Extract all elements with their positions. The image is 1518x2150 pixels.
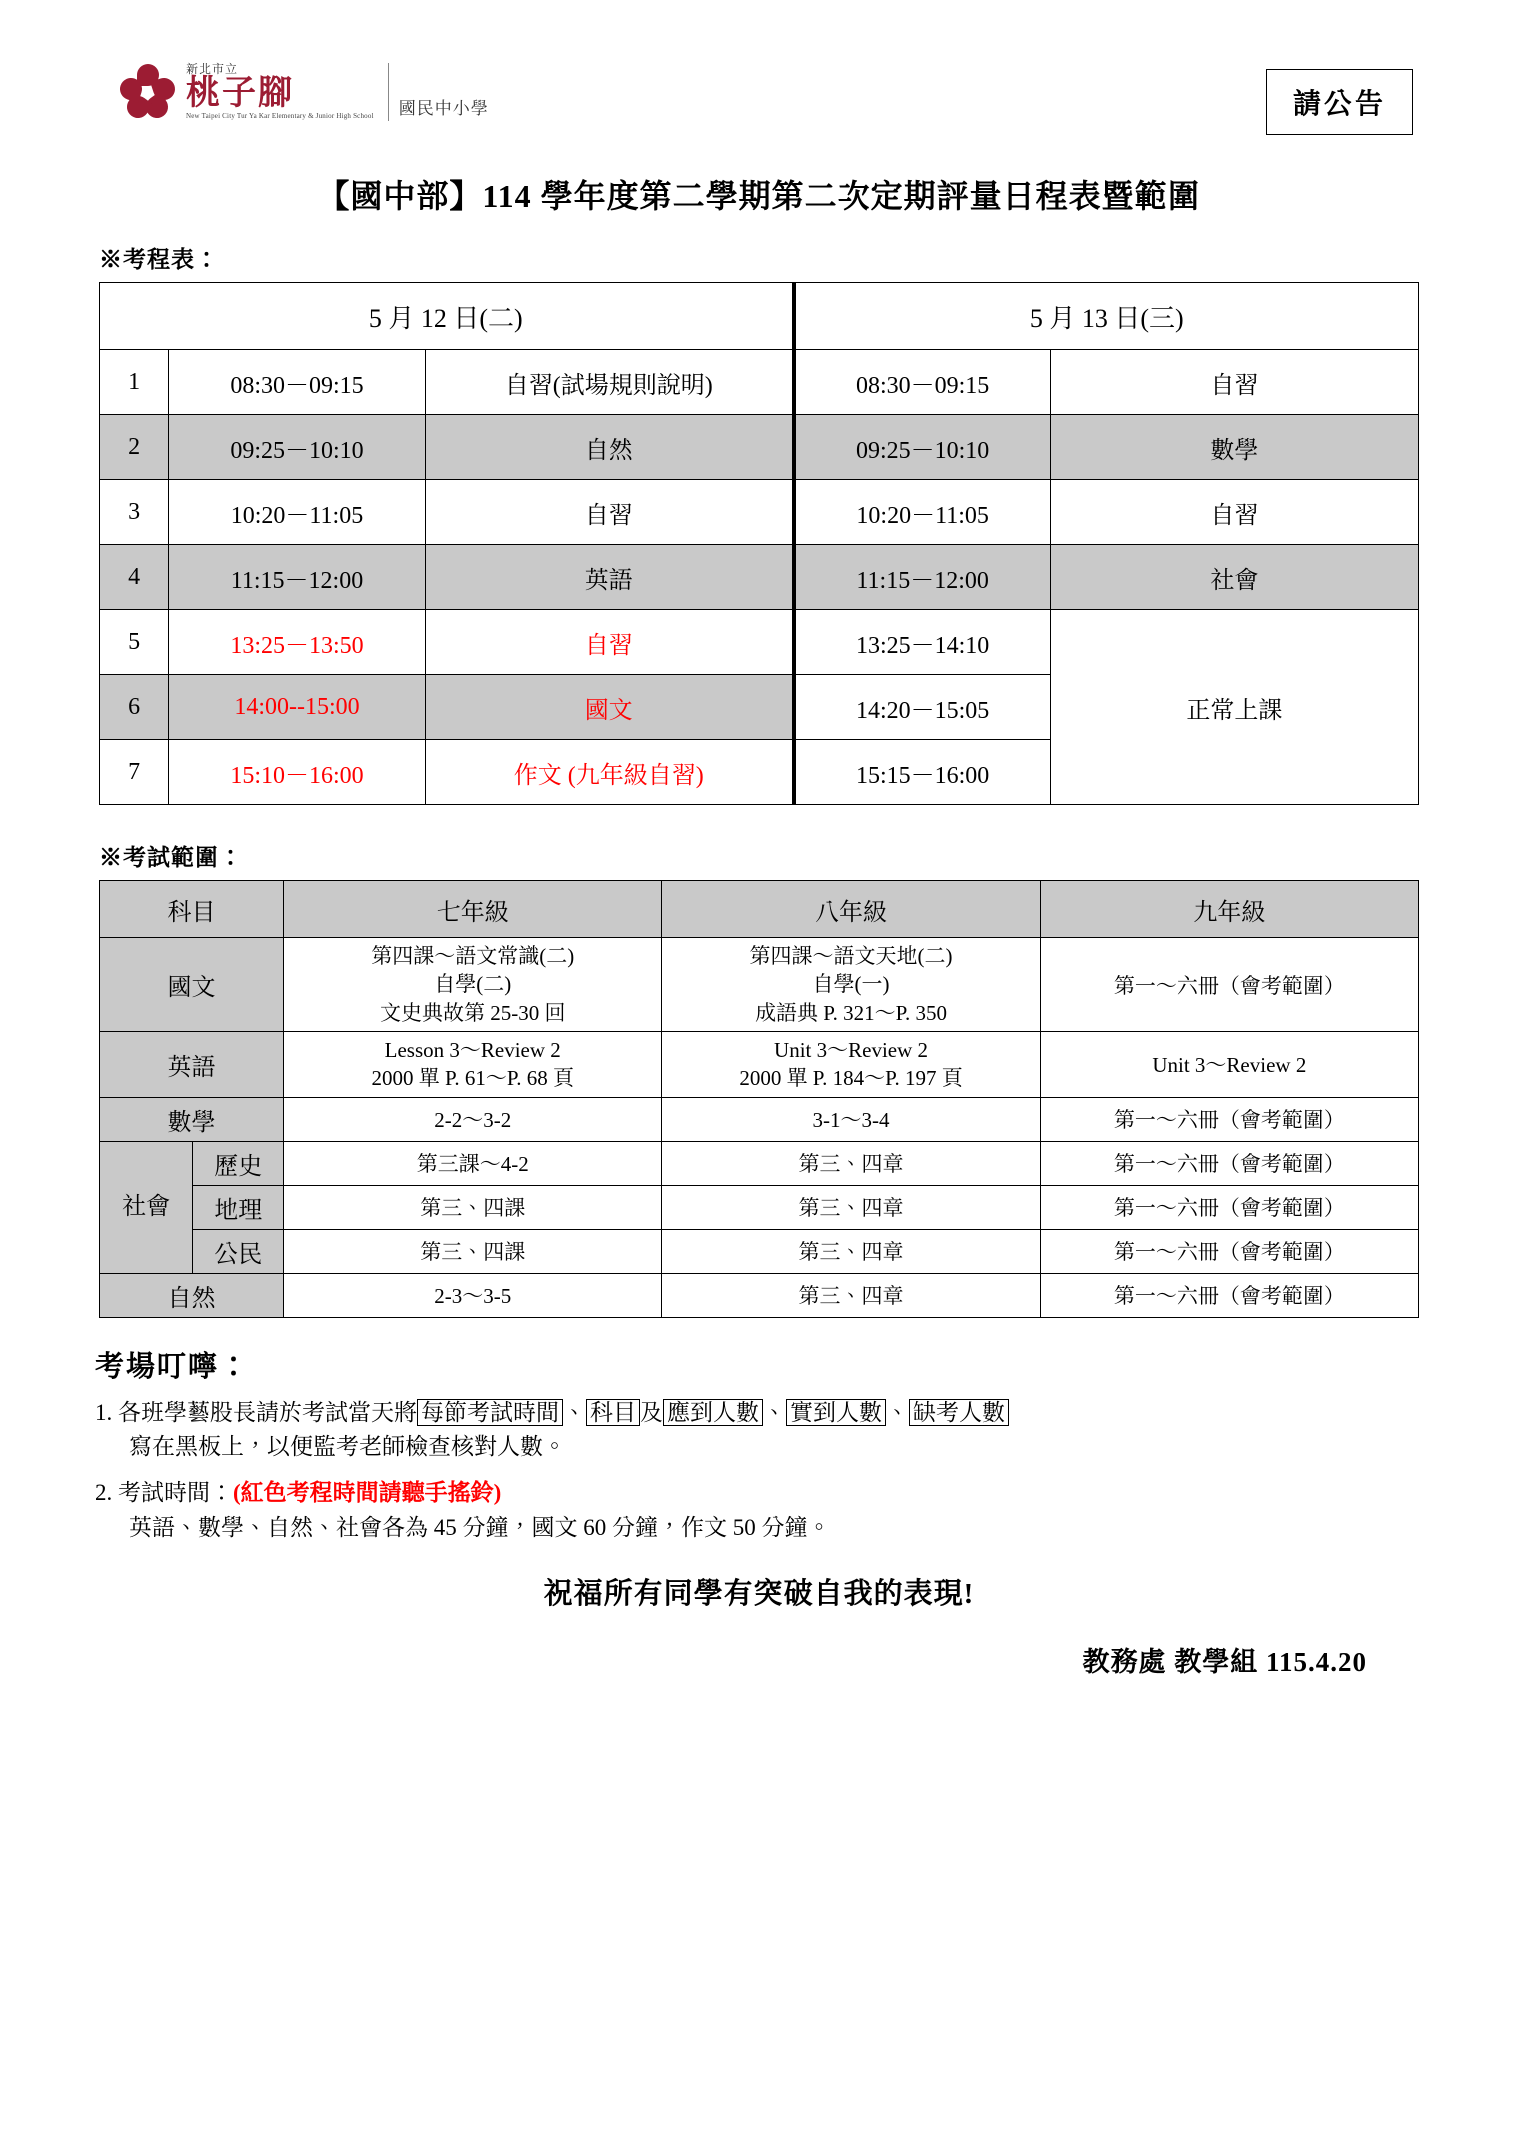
note1-box-exam-time: 每節考試時間	[417, 1399, 563, 1426]
scope-science-g8: 第三、四章	[662, 1273, 1040, 1317]
period-number: 7	[100, 740, 169, 805]
note1-lead: 1. 各班學藝股長請於考試當天將	[95, 1399, 417, 1425]
note1-second-line: 寫在黑板上，以便監考老師檢查核對人數。	[129, 1434, 566, 1460]
day1-subject: 自習	[425, 610, 793, 675]
scope-geography-g7: 第三、四課	[284, 1185, 662, 1229]
table-row	[100, 1032, 1419, 1098]
scope-line: 2000 單 P. 184～P. 197 頁	[739, 1066, 963, 1091]
note1-box-actual-count: 實到人數	[786, 1399, 886, 1426]
scope-subject-math: 數學	[100, 1097, 284, 1141]
period-number: 1	[100, 350, 169, 415]
table-row	[100, 1229, 1419, 1273]
scope-line: 2000 單 P. 61～P. 68 頁	[371, 1066, 574, 1091]
scope-geography-g9: 第一～六冊（會考範圍）	[1040, 1185, 1418, 1229]
scope-civics-g8: 第三、四章	[662, 1229, 1040, 1273]
period-number: 3	[100, 480, 169, 545]
logo-school-name: 桃子腳	[186, 74, 294, 112]
note2-second-line: 英語、數學、自然、社會各為 45 分鐘，國文 60 分鐘，作文 50 分鐘。	[129, 1514, 831, 1540]
day1-time: 11:15－12:00	[169, 545, 426, 610]
day1-subject: 自習(試場規則說明)	[425, 350, 793, 415]
scope-table	[99, 880, 1419, 1318]
scope-history-g8: 第三、四章	[662, 1141, 1040, 1185]
day2-time: 10:20－11:05	[794, 480, 1051, 545]
day2-normal-class: 正常上課	[1050, 610, 1418, 805]
scope-subject-geography: 地理	[193, 1185, 284, 1229]
day1-time: 13:25－13:50	[169, 610, 426, 675]
scope-civics-g7: 第三、四課	[284, 1229, 662, 1273]
scope-subject-chinese: 國文	[100, 938, 284, 1032]
scope-line: 文史典故第 25-30 回	[379, 1000, 566, 1025]
day1-time: 14:00--15:00	[169, 675, 426, 740]
schedule-section-label: ※考程表：	[99, 247, 219, 272]
scope-english-g7	[284, 1032, 662, 1098]
table-row	[100, 1097, 1419, 1141]
day1-subject: 自然	[425, 415, 793, 480]
scope-line: 自學(一)	[812, 972, 890, 997]
day1-subject: 作文 (九年級自習)	[425, 740, 793, 805]
schedule-table	[99, 282, 1419, 805]
signoff-text: 教務處 教學組 115.4.20	[1082, 1647, 1367, 1677]
scope-line: 第四課～語文天地(二)	[749, 944, 953, 968]
note1-sep1: 、	[563, 1399, 586, 1425]
note1-sep4: 、	[886, 1399, 909, 1425]
table-row	[100, 1185, 1419, 1229]
page-title: 【國中部】114 學年度第二學期第二次定期評量日程表暨範圍	[317, 178, 1201, 214]
scope-header-grade9: 九年級	[1040, 881, 1418, 938]
blossom-icon	[120, 64, 176, 120]
table-row	[100, 610, 1419, 675]
note2-lead: 2. 考試時間：	[95, 1479, 233, 1505]
scope-line: 自學(二)	[434, 972, 512, 997]
scope-subject-science: 自然	[100, 1273, 284, 1317]
day1-time: 08:30－09:15	[169, 350, 426, 415]
day2-subject: 自習	[1050, 480, 1418, 545]
scope-header-subject: 科目	[100, 881, 284, 938]
scope-header-grade8: 八年級	[662, 881, 1040, 938]
note-item-2	[95, 1475, 1423, 1545]
table-row	[100, 881, 1419, 938]
scope-chinese-g9: 第一～六冊（會考範圍）	[1040, 938, 1418, 1032]
logo-text	[186, 63, 374, 121]
period-number: 2	[100, 415, 169, 480]
note2-red-warning: (紅色考程時間請聽手搖鈴)	[233, 1479, 502, 1505]
day1-subject: 自習	[425, 480, 793, 545]
day2-subject: 自習	[1050, 350, 1418, 415]
period-number: 6	[100, 675, 169, 740]
day1-subject: 國文	[425, 675, 793, 740]
scope-history-g9: 第一～六冊（會考範圍）	[1040, 1141, 1418, 1185]
logo-suffix	[388, 63, 489, 121]
blessing-text: 祝福所有同學有突破自我的表現!	[543, 1578, 975, 1610]
scope-english-g8	[662, 1032, 1040, 1098]
table-row	[100, 415, 1419, 480]
day2-time: 13:25－14:10	[794, 610, 1051, 675]
day2-time: 15:15－16:00	[794, 740, 1051, 805]
table-row	[100, 545, 1419, 610]
announcement-stamp: 請公告	[1266, 69, 1413, 135]
day2-time: 14:20－15:05	[794, 675, 1051, 740]
scope-subject-civics: 公民	[193, 1229, 284, 1273]
day2-time: 08:30－09:15	[794, 350, 1051, 415]
scope-line: Lesson 3～Review 2	[384, 1038, 561, 1063]
day1-time: 15:10－16:00	[169, 740, 426, 805]
scope-line: 成語典 P. 321～P. 350	[755, 1000, 948, 1025]
period-number: 4	[100, 545, 169, 610]
day1-time: 09:25－10:10	[169, 415, 426, 480]
scope-science-g7: 2-3～3-5	[284, 1273, 662, 1317]
scope-header-grade7: 七年級	[284, 881, 662, 938]
scope-math-g9: 第一～六冊（會考範圍）	[1040, 1097, 1418, 1141]
day1-subject: 英語	[425, 545, 793, 610]
day1-time: 10:20－11:05	[169, 480, 426, 545]
school-logo	[120, 63, 489, 121]
table-row	[100, 1273, 1419, 1317]
note1-box-subject: 科目	[586, 1399, 640, 1426]
scope-science-g9: 第一～六冊（會考範圍）	[1040, 1273, 1418, 1317]
scope-subject-history: 歷史	[193, 1141, 284, 1185]
note1-sep3: 、	[763, 1399, 786, 1425]
logo-english-name: New Taipei City Tur Ya Kar Elementary & Junior High School	[186, 112, 374, 121]
table-row	[100, 480, 1419, 545]
period-number: 5	[100, 610, 169, 675]
note-item-1	[95, 1395, 1423, 1465]
scope-section-label: ※考試範圍：	[99, 845, 243, 870]
logo-school-type: 國民中小學	[398, 99, 489, 118]
notes-section	[95, 1344, 1423, 1679]
scope-line: 第四課～語文常識(二)	[371, 944, 575, 968]
day2-header: 5 月 13 日(三)	[794, 283, 1419, 350]
scope-chinese-g7	[284, 938, 662, 1032]
notes-title: 考場叮嚀：	[95, 1350, 251, 1383]
scope-english-g9: Unit 3～Review 2	[1040, 1032, 1418, 1098]
note1-box-absent-count: 缺考人數	[909, 1399, 1009, 1426]
scope-math-g7: 2-2～3-2	[284, 1097, 662, 1141]
scope-math-g8: 3-1～3-4	[662, 1097, 1040, 1141]
day2-time: 09:25－10:10	[794, 415, 1051, 480]
document-header	[95, 55, 1423, 165]
day1-header: 5 月 12 日(二)	[100, 283, 794, 350]
logo-city-label: 新北市立	[186, 62, 239, 77]
table-row	[100, 283, 1419, 350]
scope-chinese-g8	[662, 938, 1040, 1032]
table-row	[100, 938, 1419, 1032]
note1-box-expected-count: 應到人數	[663, 1399, 763, 1426]
scope-history-g7: 第三課～4-2	[284, 1141, 662, 1185]
note1-sep2: 及	[640, 1399, 663, 1425]
day2-time: 11:15－12:00	[794, 545, 1051, 610]
scope-line: Unit 3～Review 2	[774, 1038, 929, 1063]
scope-subject-english: 英語	[100, 1032, 284, 1098]
table-row	[100, 1141, 1419, 1185]
table-row	[100, 350, 1419, 415]
scope-civics-g9: 第一～六冊（會考範圍）	[1040, 1229, 1418, 1273]
scope-section	[95, 839, 1423, 1318]
scope-geography-g8: 第三、四章	[662, 1185, 1040, 1229]
day2-subject: 數學	[1050, 415, 1418, 480]
day2-subject: 社會	[1050, 545, 1418, 610]
scope-subject-social: 社會	[100, 1141, 193, 1273]
